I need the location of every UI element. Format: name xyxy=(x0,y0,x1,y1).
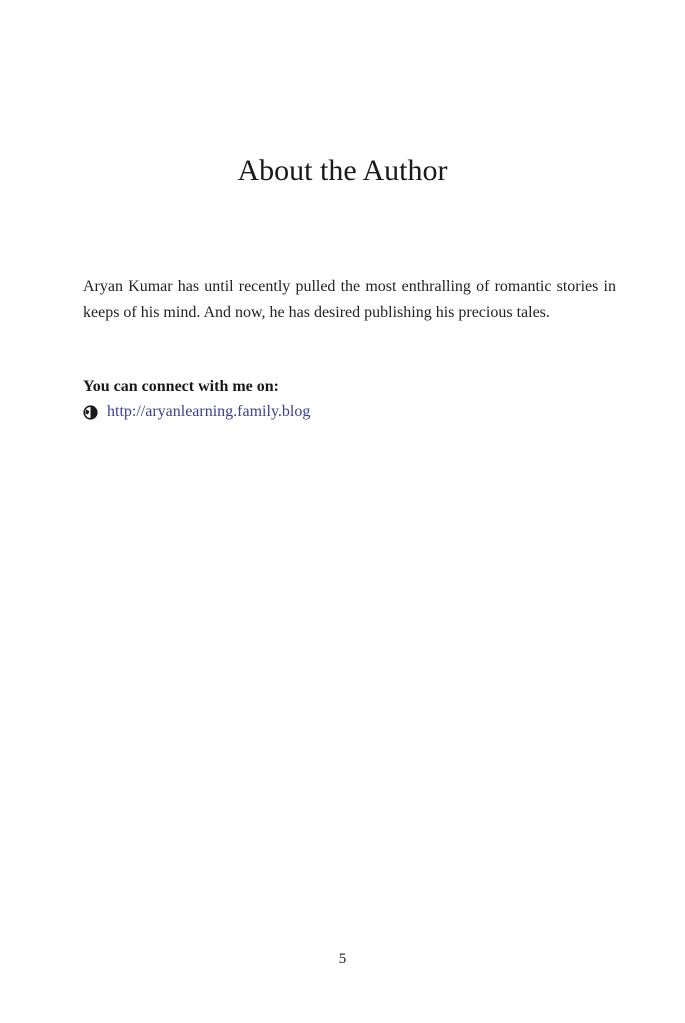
author-bio: Aryan Kumar has until recently pulled the most enthralling of romantic stories in keeps of his mind. And now, he has desired publishing his precious tales. xyxy=(83,278,616,321)
connect-heading: You can connect with me on: xyxy=(83,378,279,395)
globe-icon xyxy=(83,405,98,420)
website-link-row xyxy=(83,400,310,424)
page-title: About the Author xyxy=(237,154,448,187)
page-number: 5 xyxy=(338,951,347,967)
blog-link[interactable]: http://aryanlearning.family.blog xyxy=(107,403,311,420)
